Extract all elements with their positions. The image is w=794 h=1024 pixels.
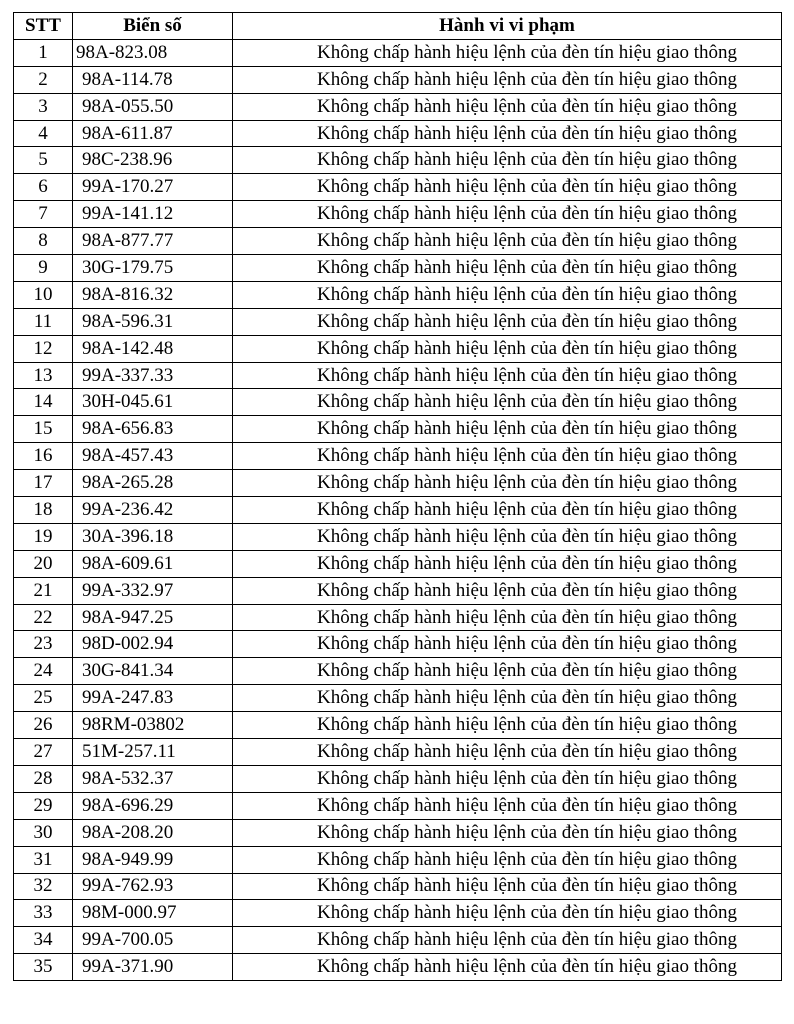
row-violation: Không chấp hành hiệu lệnh của đèn tín hiệu giao thông (233, 631, 782, 658)
row-plate: 98C-238.96 (73, 147, 233, 174)
row-violation: Không chấp hành hiệu lệnh của đèn tín hiệu giao thông (233, 712, 782, 739)
table-row (14, 712, 782, 739)
table-row (14, 550, 782, 577)
row-violation: Không chấp hành hiệu lệnh của đèn tín hiệu giao thông (233, 765, 782, 792)
row-violation: Không chấp hành hiệu lệnh của đèn tín hiệu giao thông (233, 685, 782, 712)
table-row (14, 255, 782, 282)
row-stt: 6 (14, 174, 73, 201)
row-plate: 98A-265.28 (73, 470, 233, 497)
table-row (14, 577, 782, 604)
row-violation: Không chấp hành hiệu lệnh của đèn tín hiệu giao thông (233, 39, 782, 66)
row-plate: 99A-332.97 (73, 577, 233, 604)
row-violation: Không chấp hành hiệu lệnh của đèn tín hiệu giao thông (233, 255, 782, 282)
row-stt: 23 (14, 631, 73, 658)
row-stt: 7 (14, 201, 73, 228)
header-row (14, 13, 782, 40)
table-row (14, 147, 782, 174)
row-violation: Không chấp hành hiệu lệnh của đèn tín hiệu giao thông (233, 523, 782, 550)
row-stt: 5 (14, 147, 73, 174)
header-plate: Biển số (73, 13, 233, 40)
row-stt: 13 (14, 362, 73, 389)
table-row (14, 765, 782, 792)
table-row (14, 954, 782, 981)
row-violation: Không chấp hành hiệu lệnh của đèn tín hiệu giao thông (233, 846, 782, 873)
row-stt: 11 (14, 308, 73, 335)
table-row (14, 927, 782, 954)
table-row (14, 604, 782, 631)
table-row (14, 685, 782, 712)
table-row (14, 497, 782, 524)
row-stt: 29 (14, 792, 73, 819)
table-row (14, 228, 782, 255)
row-plate: 30G-841.34 (73, 658, 233, 685)
row-plate: 99A-700.05 (73, 927, 233, 954)
row-stt: 8 (14, 228, 73, 255)
row-plate: 98A-457.43 (73, 443, 233, 470)
row-plate: 98A-114.78 (73, 66, 233, 93)
row-plate: 98A-877.77 (73, 228, 233, 255)
row-stt: 24 (14, 658, 73, 685)
table-row (14, 308, 782, 335)
table-row (14, 792, 782, 819)
row-plate: 98A-949.99 (73, 846, 233, 873)
table-row (14, 443, 782, 470)
table-row (14, 389, 782, 416)
row-violation: Không chấp hành hiệu lệnh của đèn tín hiệu giao thông (233, 120, 782, 147)
table-row (14, 846, 782, 873)
row-plate: 99A-141.12 (73, 201, 233, 228)
row-violation: Không chấp hành hiệu lệnh của đèn tín hiệu giao thông (233, 497, 782, 524)
row-violation: Không chấp hành hiệu lệnh của đèn tín hiệu giao thông (233, 900, 782, 927)
row-violation: Không chấp hành hiệu lệnh của đèn tín hiệu giao thông (233, 93, 782, 120)
row-plate: 99A-236.42 (73, 497, 233, 524)
row-stt: 22 (14, 604, 73, 631)
row-violation: Không chấp hành hiệu lệnh của đèn tín hiệu giao thông (233, 335, 782, 362)
row-violation: Không chấp hành hiệu lệnh của đèn tín hiệu giao thông (233, 228, 782, 255)
row-plate: 98A-055.50 (73, 93, 233, 120)
row-plate: 98A-596.31 (73, 308, 233, 335)
row-violation: Không chấp hành hiệu lệnh của đèn tín hiệu giao thông (233, 66, 782, 93)
row-violation: Không chấp hành hiệu lệnh của đèn tín hiệu giao thông (233, 792, 782, 819)
row-plate: 99A-762.93 (73, 873, 233, 900)
row-violation: Không chấp hành hiệu lệnh của đèn tín hiệu giao thông (233, 281, 782, 308)
row-plate: 98A-142.48 (73, 335, 233, 362)
row-plate: 98M-000.97 (73, 900, 233, 927)
row-plate: 98A-609.61 (73, 550, 233, 577)
row-stt: 26 (14, 712, 73, 739)
table-row (14, 819, 782, 846)
row-stt: 31 (14, 846, 73, 873)
row-plate: 98A-947.25 (73, 604, 233, 631)
row-stt: 34 (14, 927, 73, 954)
row-plate: 99A-337.33 (73, 362, 233, 389)
table-row (14, 470, 782, 497)
row-violation: Không chấp hành hiệu lệnh của đèn tín hiệu giao thông (233, 873, 782, 900)
row-stt: 16 (14, 443, 73, 470)
row-violation: Không chấp hành hiệu lệnh của đèn tín hiệu giao thông (233, 147, 782, 174)
row-stt: 27 (14, 739, 73, 766)
table-row (14, 335, 782, 362)
table-row (14, 416, 782, 443)
row-violation: Không chấp hành hiệu lệnh của đèn tín hiệu giao thông (233, 416, 782, 443)
row-plate: 30A-396.18 (73, 523, 233, 550)
table-row (14, 93, 782, 120)
row-violation: Không chấp hành hiệu lệnh của đèn tín hiệu giao thông (233, 443, 782, 470)
row-plate: 30H-045.61 (73, 389, 233, 416)
row-stt: 12 (14, 335, 73, 362)
row-violation: Không chấp hành hiệu lệnh của đèn tín hiệu giao thông (233, 174, 782, 201)
table-row (14, 523, 782, 550)
row-stt: 1 (14, 39, 73, 66)
table-row (14, 900, 782, 927)
row-plate: 98A-696.29 (73, 792, 233, 819)
row-violation: Không chấp hành hiệu lệnh của đèn tín hiệu giao thông (233, 577, 782, 604)
row-plate: 98A-823.08 (73, 39, 233, 66)
row-stt: 35 (14, 954, 73, 981)
row-violation: Không chấp hành hiệu lệnh của đèn tín hiệu giao thông (233, 389, 782, 416)
row-violation: Không chấp hành hiệu lệnh của đèn tín hiệu giao thông (233, 739, 782, 766)
table-row (14, 658, 782, 685)
row-violation: Không chấp hành hiệu lệnh của đèn tín hiệu giao thông (233, 201, 782, 228)
row-plate: 98A-208.20 (73, 819, 233, 846)
table-row (14, 39, 782, 66)
row-violation: Không chấp hành hiệu lệnh của đèn tín hiệu giao thông (233, 550, 782, 577)
row-violation: Không chấp hành hiệu lệnh của đèn tín hiệu giao thông (233, 927, 782, 954)
row-stt: 10 (14, 281, 73, 308)
row-stt: 33 (14, 900, 73, 927)
table-row (14, 362, 782, 389)
row-violation: Không chấp hành hiệu lệnh của đèn tín hiệu giao thông (233, 308, 782, 335)
row-stt: 2 (14, 66, 73, 93)
table-row (14, 174, 782, 201)
violations-sheet (13, 12, 782, 981)
header-violation: Hành vi vi phạm (233, 13, 782, 40)
row-plate: 98A-656.83 (73, 416, 233, 443)
table-header (14, 13, 782, 40)
row-stt: 9 (14, 255, 73, 282)
row-plate: 98RM-03802 (73, 712, 233, 739)
table-row (14, 631, 782, 658)
row-violation: Không chấp hành hiệu lệnh của đèn tín hiệu giao thông (233, 658, 782, 685)
violations-table (13, 12, 782, 981)
table-row (14, 120, 782, 147)
table-row (14, 66, 782, 93)
row-violation: Không chấp hành hiệu lệnh của đèn tín hiệu giao thông (233, 604, 782, 631)
row-stt: 28 (14, 765, 73, 792)
row-plate: 99A-170.27 (73, 174, 233, 201)
row-stt: 32 (14, 873, 73, 900)
table-body (14, 39, 782, 980)
row-stt: 21 (14, 577, 73, 604)
row-plate: 98D-002.94 (73, 631, 233, 658)
row-plate: 99A-247.83 (73, 685, 233, 712)
row-stt: 3 (14, 93, 73, 120)
row-stt: 30 (14, 819, 73, 846)
row-plate: 30G-179.75 (73, 255, 233, 282)
row-plate: 99A-371.90 (73, 954, 233, 981)
row-stt: 15 (14, 416, 73, 443)
row-stt: 14 (14, 389, 73, 416)
row-violation: Không chấp hành hiệu lệnh của đèn tín hiệu giao thông (233, 470, 782, 497)
row-violation: Không chấp hành hiệu lệnh của đèn tín hiệu giao thông (233, 954, 782, 981)
row-stt: 19 (14, 523, 73, 550)
table-row (14, 281, 782, 308)
table-row (14, 739, 782, 766)
row-plate: 51M-257.11 (73, 739, 233, 766)
row-violation: Không chấp hành hiệu lệnh của đèn tín hiệu giao thông (233, 362, 782, 389)
row-plate: 98A-611.87 (73, 120, 233, 147)
row-plate: 98A-532.37 (73, 765, 233, 792)
row-stt: 25 (14, 685, 73, 712)
table-row (14, 201, 782, 228)
header-stt: STT (14, 13, 73, 40)
row-plate: 98A-816.32 (73, 281, 233, 308)
row-violation: Không chấp hành hiệu lệnh của đèn tín hiệu giao thông (233, 819, 782, 846)
row-stt: 4 (14, 120, 73, 147)
row-stt: 20 (14, 550, 73, 577)
table-row (14, 873, 782, 900)
row-stt: 18 (14, 497, 73, 524)
row-stt: 17 (14, 470, 73, 497)
